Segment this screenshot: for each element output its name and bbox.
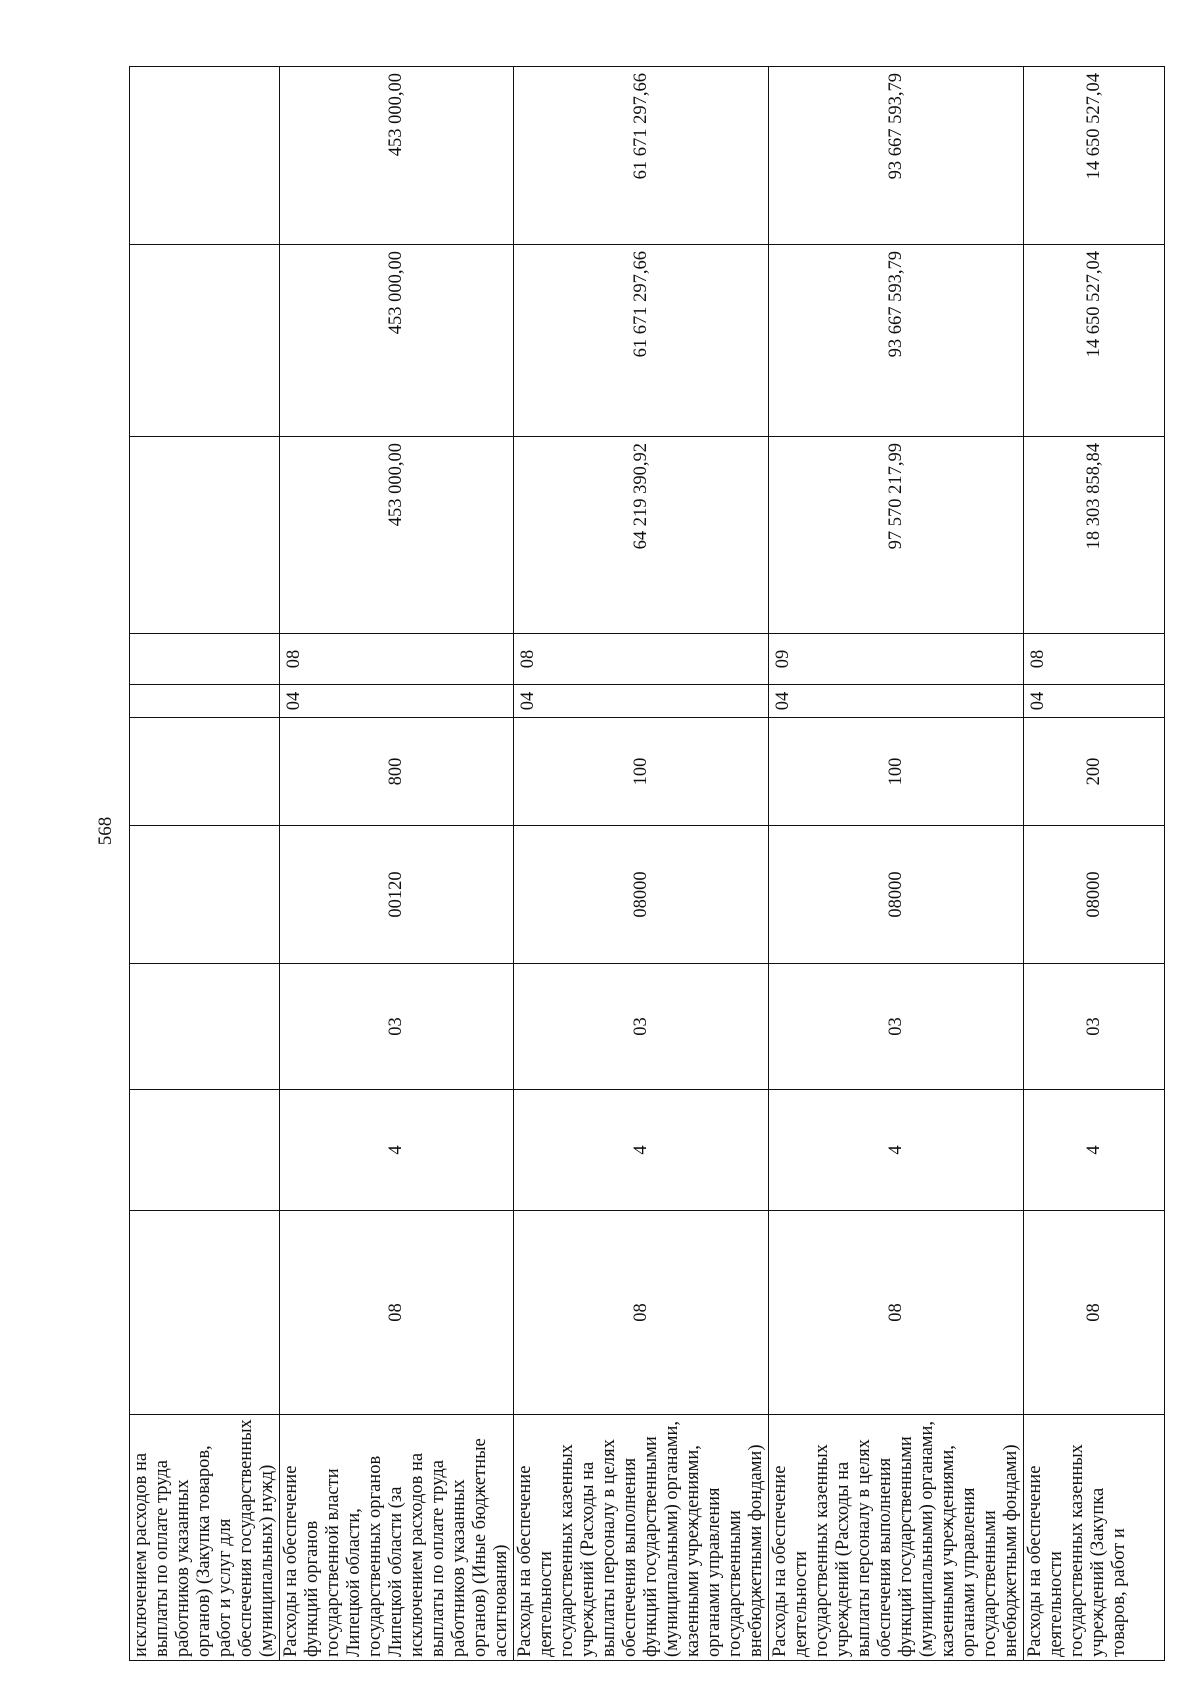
table-row — [280, 67, 514, 1661]
amount-year-2: 61 671 297,66 — [514, 245, 769, 437]
code-subsection: 08 — [1024, 634, 1165, 685]
amount-year-2 — [130, 245, 280, 437]
amount-year-1: 97 570 217,99 — [769, 437, 1024, 634]
code-expense-type: 800 — [280, 718, 514, 826]
code-program: 4 — [769, 1090, 1024, 1211]
code-expense-type: 200 — [1024, 718, 1165, 826]
amount-year-3: 453 000,00 — [280, 67, 514, 245]
amount-year-3 — [130, 67, 280, 245]
amount-year-1: 18 303 858,84 — [1024, 437, 1165, 634]
amount-year-2: 453 000,00 — [280, 245, 514, 437]
code-subprogram: 03 — [514, 964, 769, 1090]
code-subsection: 08 — [280, 634, 514, 685]
budget-table-container — [129, 67, 1129, 1661]
code-subprogram — [130, 964, 280, 1090]
code-expense-type: 100 — [769, 718, 1024, 826]
code-program — [130, 1090, 280, 1211]
code-expense-type: 100 — [514, 718, 769, 826]
table-row — [514, 67, 769, 1661]
code-program: 4 — [280, 1090, 514, 1211]
code-ministry — [130, 1211, 280, 1415]
code-subsection — [130, 634, 280, 685]
code-direction: 08000 — [1024, 826, 1165, 964]
table-row — [769, 67, 1024, 1661]
amount-year-3: 61 671 297,66 — [514, 67, 769, 245]
code-direction: 08000 — [769, 826, 1024, 964]
amount-year-2: 14 650 527,04 — [1024, 245, 1165, 437]
code-section: 04 — [514, 685, 769, 718]
code-expense-type — [130, 718, 280, 826]
code-program: 4 — [514, 1090, 769, 1211]
code-program: 4 — [1024, 1090, 1165, 1211]
table-row — [130, 67, 280, 1661]
expense-description: исключением расходов на выплаты по оплате труда работников указанных органов) (Закупка товаров, работ и услуг для обеспечения государственных (муниципальных) нужд) — [130, 1415, 280, 1661]
expense-description: Расходы на обеспечение деятельности государственных казенных учреждений (Расходы на выплаты персоналу в целях обеспечения выполнения функций государственными (муниципальными) органами, казенными учреждениями, органами управления государственными внебюджетными фондами) — [769, 1415, 1024, 1661]
code-ministry: 08 — [1024, 1211, 1165, 1415]
amount-year-1 — [130, 437, 280, 634]
code-section: 04 — [769, 685, 1024, 718]
code-subsection: 09 — [769, 634, 1024, 685]
code-subprogram: 03 — [280, 964, 514, 1090]
page-number: 568 — [95, 816, 116, 846]
code-direction: 08000 — [514, 826, 769, 964]
budget-table — [129, 66, 1165, 1661]
amount-year-3: 93 667 593,79 — [769, 67, 1024, 245]
amount-year-1: 453 000,00 — [280, 437, 514, 634]
code-section: 04 — [280, 685, 514, 718]
code-ministry: 08 — [280, 1211, 514, 1415]
expense-description: Расходы на обеспечение деятельности государственных казенных учреждений (Закупка товаров, работ и — [1024, 1415, 1165, 1661]
expense-description: Расходы на обеспечение деятельности государственных казенных учреждений (Расходы на выплаты персоналу в целях обеспечения выполнения функций государственными (муниципальными) органами, казенными учреждениями, органами управления государственными внебюджетными фондами) — [514, 1415, 769, 1661]
code-subprogram: 03 — [769, 964, 1024, 1090]
expense-description: Расходы на обеспечение функций органов государственной власти Липецкой области, государственных органов Липецкой области (за исключением расходов на выплаты по оплате труда работников указанных органов) (Иные бюджетные ассигнования) — [280, 1415, 514, 1661]
code-direction — [130, 826, 280, 964]
code-section — [130, 685, 280, 718]
amount-year-3: 14 650 527,04 — [1024, 67, 1165, 245]
code-ministry: 08 — [769, 1211, 1024, 1415]
code-section: 04 — [1024, 685, 1165, 718]
table-row — [1024, 67, 1165, 1661]
code-direction: 00120 — [280, 826, 514, 964]
amount-year-2: 93 667 593,79 — [769, 245, 1024, 437]
code-subprogram: 03 — [1024, 964, 1165, 1090]
code-ministry: 08 — [514, 1211, 769, 1415]
amount-year-1: 64 219 390,92 — [514, 437, 769, 634]
code-subsection: 08 — [514, 634, 769, 685]
